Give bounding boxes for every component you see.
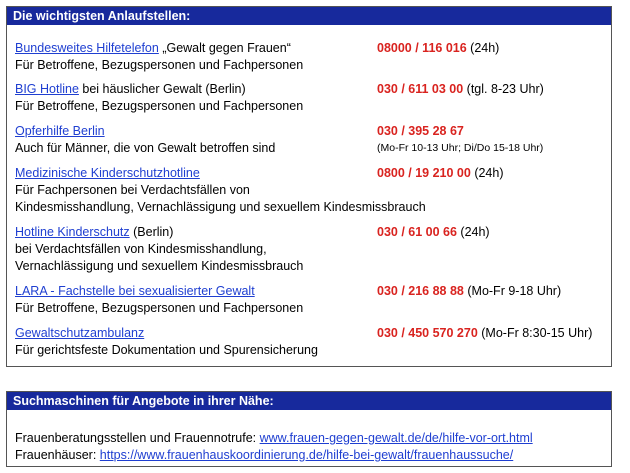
description: Kindesmisshandlung, Vernachlässigung und sexuellem Kindesmissbrauch: [15, 200, 426, 214]
contact-link-suffix: bei häuslicher Gewalt (Berlin): [78, 82, 246, 96]
contact-link[interactable]: BIG Hotline: [15, 82, 79, 96]
contact-link-suffix: (Berlin): [129, 225, 174, 239]
contact-entry: [15, 40, 605, 74]
hours: (24h): [456, 225, 490, 239]
hours: (24h): [466, 41, 500, 55]
phone-number: 030 / 395 28 67: [377, 124, 464, 138]
description: Für Betroffene, Bezugspersonen und Fachpersonen: [15, 58, 304, 72]
contact-entry: [15, 224, 605, 275]
contact-entry: [15, 283, 605, 317]
contacts-box: [6, 6, 612, 367]
contact-link[interactable]: Opferhilfe Berlin: [15, 124, 105, 138]
phone-number: 0800 / 19 210 00: [377, 166, 471, 180]
contact-entry: [15, 325, 605, 359]
contact-link[interactable]: Gewaltschutzambulanz: [15, 326, 145, 340]
description: Auch für Männer, die von Gewalt betroffen sind: [15, 141, 276, 155]
contact-link-suffix: „Gewalt gegen Frauen“: [158, 41, 291, 55]
counseling-label: Frauenberatungsstellen und Frauennotrufe:: [15, 431, 260, 445]
hours: (24h): [470, 166, 504, 180]
hours: (Mo-Fr 10-13 Uhr; Di/Do 15-18 Uhr): [377, 142, 544, 154]
hours: (Mo-Fr 8:30-15 Uhr): [477, 326, 593, 340]
contact-entry: [15, 81, 605, 115]
description: bei Verdachtsfällen von Kindesmisshandlung,: [15, 242, 267, 256]
counseling-link[interactable]: www.frauen-gegen-gewalt.de/de/hilfe-vor-ort.html: [259, 431, 533, 445]
phone-number: 030 / 611 03 00: [377, 82, 464, 96]
description: Für gerichtsfeste Dokumentation und Spurensicherung: [15, 343, 318, 357]
search-header: Suchmaschinen für Angebote in ihrer Nähe:: [7, 392, 611, 410]
hours: (Mo-Fr 9-18 Uhr): [463, 284, 562, 298]
shelter-label: Frauenhäuser:: [15, 448, 100, 462]
contact-entry: [15, 165, 605, 216]
contact-link[interactable]: LARA - Fachstelle bei sexualisierter Gewalt: [15, 284, 255, 298]
contact-entry: [15, 123, 605, 157]
shelter-link[interactable]: https://www.frauenhauskoordinierung.de/hilfe-bei-gewalt/frauenhaussuche/: [99, 448, 514, 462]
search-box: [6, 391, 612, 467]
phone-number: 030 / 61 00 66: [377, 225, 457, 239]
phone-number: 030 / 450 570 270: [377, 326, 478, 340]
contact-link[interactable]: Hotline Kinderschutz: [15, 225, 130, 239]
phone-number: 08000 / 116 016: [377, 41, 467, 55]
phone-number: 030 / 216 88 88: [377, 284, 464, 298]
contacts-header: Die wichtigsten Anlaufstellen:: [7, 7, 611, 25]
description: Für Betroffene, Bezugspersonen und Fachpersonen: [15, 301, 304, 315]
contact-link[interactable]: Medizinische Kinderschutzhotline: [15, 166, 200, 180]
description: Für Betroffene, Bezugspersonen und Fachpersonen: [15, 99, 304, 113]
description: Für Fachpersonen bei Verdachtsfällen von: [15, 183, 250, 197]
hours: (tgl. 8-23 Uhr): [463, 82, 544, 96]
contact-link[interactable]: Bundesweites Hilfetelefon: [15, 41, 159, 55]
description: Vernachlässigung und sexuellem Kindesmissbrauch: [15, 259, 304, 273]
